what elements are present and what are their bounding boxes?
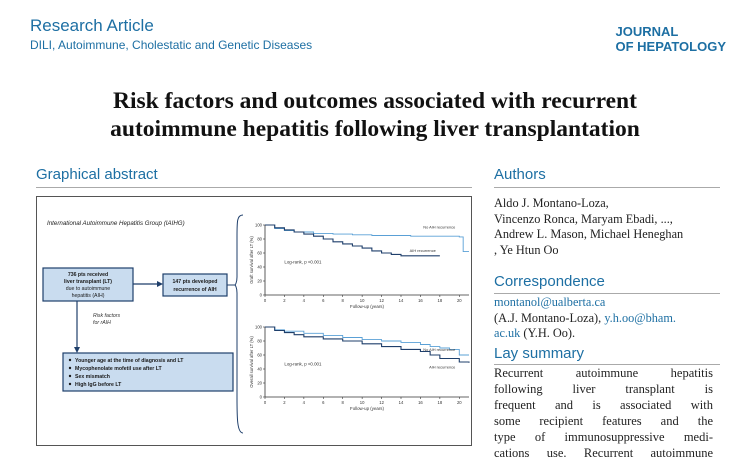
- series-label: AIH recurrence: [429, 364, 456, 370]
- author-line: , Ye Htun Oo: [494, 242, 559, 257]
- bullet-icon: [69, 375, 71, 377]
- x-tick-label: 8: [341, 298, 344, 303]
- x-tick-label: 20: [456, 400, 462, 405]
- x-tick-label: 16: [418, 298, 423, 303]
- y-axis-label: Graft survival after LT (%): [249, 236, 254, 284]
- journal-logo-line1: JOURNAL: [615, 24, 679, 39]
- x-axis-label: Follow-up (years): [350, 304, 384, 309]
- y-tick-label: 80: [257, 338, 262, 344]
- x-tick-label: 6: [322, 400, 325, 405]
- x-tick-label: 0: [263, 298, 267, 303]
- log-rank-annotation: Log-rank, p <0.001: [284, 259, 322, 265]
- graphical-abstract-figure: [36, 196, 472, 446]
- correspondence-heading: Correspondence: [494, 273, 605, 290]
- x-tick-label: 14: [398, 298, 404, 303]
- y-tick-label: 60: [257, 352, 262, 358]
- graphical-abstract-svg: [37, 197, 473, 447]
- series-label: No AIH recurrence: [423, 224, 456, 230]
- risk-item: Younger age at the time of diagnosis and LT: [75, 358, 184, 364]
- x-tick-label: 18: [437, 298, 443, 303]
- x-tick-label: 2: [283, 400, 286, 405]
- bullet-icon: [69, 383, 71, 385]
- lay-line: frequent and is associated with: [494, 398, 713, 412]
- y-tick-label: 0: [259, 292, 262, 298]
- risk-label: for rAIH: [93, 320, 111, 326]
- arrowhead-icon: [157, 281, 163, 287]
- title-line-1: Risk factors and outcomes associated with recurrent: [113, 88, 637, 114]
- y-tick-label: 100: [255, 324, 262, 330]
- lay-line: some recipient features and the: [494, 414, 713, 428]
- lay-line: type of immunosuppressive medi-: [494, 430, 713, 444]
- lay-summary-heading: Lay summary: [494, 345, 585, 362]
- x-tick-label: 2: [283, 298, 286, 303]
- x-tick-label: 10: [359, 400, 365, 405]
- article-section: DILI, Autoimmune, Cholestatic and Genetic Diseases: [30, 38, 313, 52]
- developed-line: 147 pts developed: [172, 279, 218, 285]
- bullet-icon: [69, 367, 71, 369]
- x-tick-label: 12: [379, 298, 384, 303]
- title-line-2: autoimmune hepatitis following liver transplantation: [110, 116, 640, 142]
- divider: [494, 293, 720, 294]
- graphical-abstract-heading: Graphical abstract: [36, 166, 158, 183]
- x-tick-label: 16: [418, 400, 423, 405]
- x-tick-label: 20: [456, 298, 462, 303]
- authors-heading: Authors: [494, 166, 546, 183]
- bullet-icon: [69, 359, 71, 361]
- author-line: Andrew L. Mason, Michael Heneghan: [494, 227, 684, 242]
- log-rank-annotation: Log-rank, p <0.001: [284, 361, 322, 367]
- x-tick-label: 6: [322, 298, 325, 303]
- article-type: Research Article: [30, 16, 154, 35]
- y-tick-label: 20: [257, 278, 262, 284]
- brace: [235, 215, 243, 433]
- x-tick-label: 0: [263, 400, 267, 405]
- y-tick-label: 40: [257, 366, 262, 372]
- graft-survival-chart: [249, 223, 469, 309]
- journal-logo-line2: OF HEPATOLOGY: [615, 39, 726, 54]
- correspondence-name: (Y.H. Oo).: [523, 326, 576, 341]
- email-link[interactable]: y.h.oo@bham.: [604, 310, 676, 325]
- author-line: Aldo J. Montano-Loza,: [494, 196, 609, 210]
- correspondence-name: (A.J. Montano-Loza),: [494, 310, 602, 325]
- risk-item: High IgG before LT: [75, 382, 122, 388]
- x-tick-label: 18: [437, 400, 443, 405]
- y-tick-label: 100: [255, 222, 262, 228]
- received-line: 736 pts received: [67, 272, 109, 278]
- y-tick-label: 0: [259, 394, 262, 400]
- series-label: No AIH recurrence: [423, 347, 456, 352]
- developed-line: recurrence of AIH: [173, 287, 217, 293]
- journal-logo: [615, 24, 726, 54]
- group-title: International Autoimmune Hepatitis Group (IAIHG): [47, 220, 185, 227]
- y-tick-label: 60: [257, 250, 262, 256]
- x-tick-label: 14: [398, 400, 404, 405]
- received-line: liver transplant (LT): [63, 279, 113, 285]
- y-tick-label: 40: [257, 264, 262, 270]
- correspondence-block: [494, 295, 724, 342]
- lay-summary-text: [494, 365, 713, 459]
- author-line: Vincenzo Ronca, Maryam Ebadi, ...,: [494, 211, 673, 226]
- x-tick-label: 8: [341, 400, 344, 405]
- received-line: due to autoimmune: [65, 286, 111, 292]
- x-tick-label: 4: [302, 298, 306, 303]
- series-label: AIH recurrence: [409, 247, 436, 253]
- risk-item: Mycophenolate mofetil use after LT: [75, 366, 162, 372]
- y-tick-label: 20: [257, 380, 262, 386]
- x-tick-label: 10: [359, 298, 365, 303]
- received-line: hepatitis (AIH): [71, 293, 105, 299]
- risk-label: Risk factors: [93, 313, 121, 319]
- arrowhead-icon: [74, 347, 80, 353]
- risk-item: Sex mismatch: [75, 374, 110, 380]
- x-tick-label: 12: [379, 400, 384, 405]
- lay-line: Recurrent autoimmune hepatitis: [494, 366, 713, 380]
- lay-line: cations use. Recurrent autoimmune: [494, 446, 713, 459]
- paper-title: [20, 87, 730, 143]
- lay-line: following liver transplant is: [494, 382, 713, 396]
- series-line-recurrence: [265, 327, 469, 363]
- y-axis-label: Overall survival after LT (%): [249, 336, 254, 388]
- divider: [36, 187, 472, 188]
- x-tick-label: 4: [302, 400, 306, 405]
- divider: [494, 187, 720, 188]
- email-link[interactable]: montanol@ualberta.ca: [494, 295, 606, 309]
- x-axis-label: Follow-up (years): [350, 406, 384, 411]
- y-tick-label: 80: [257, 236, 262, 242]
- authors-list: [494, 196, 724, 258]
- email-link[interactable]: ac.uk: [494, 326, 521, 341]
- overall-survival-chart: [249, 325, 469, 411]
